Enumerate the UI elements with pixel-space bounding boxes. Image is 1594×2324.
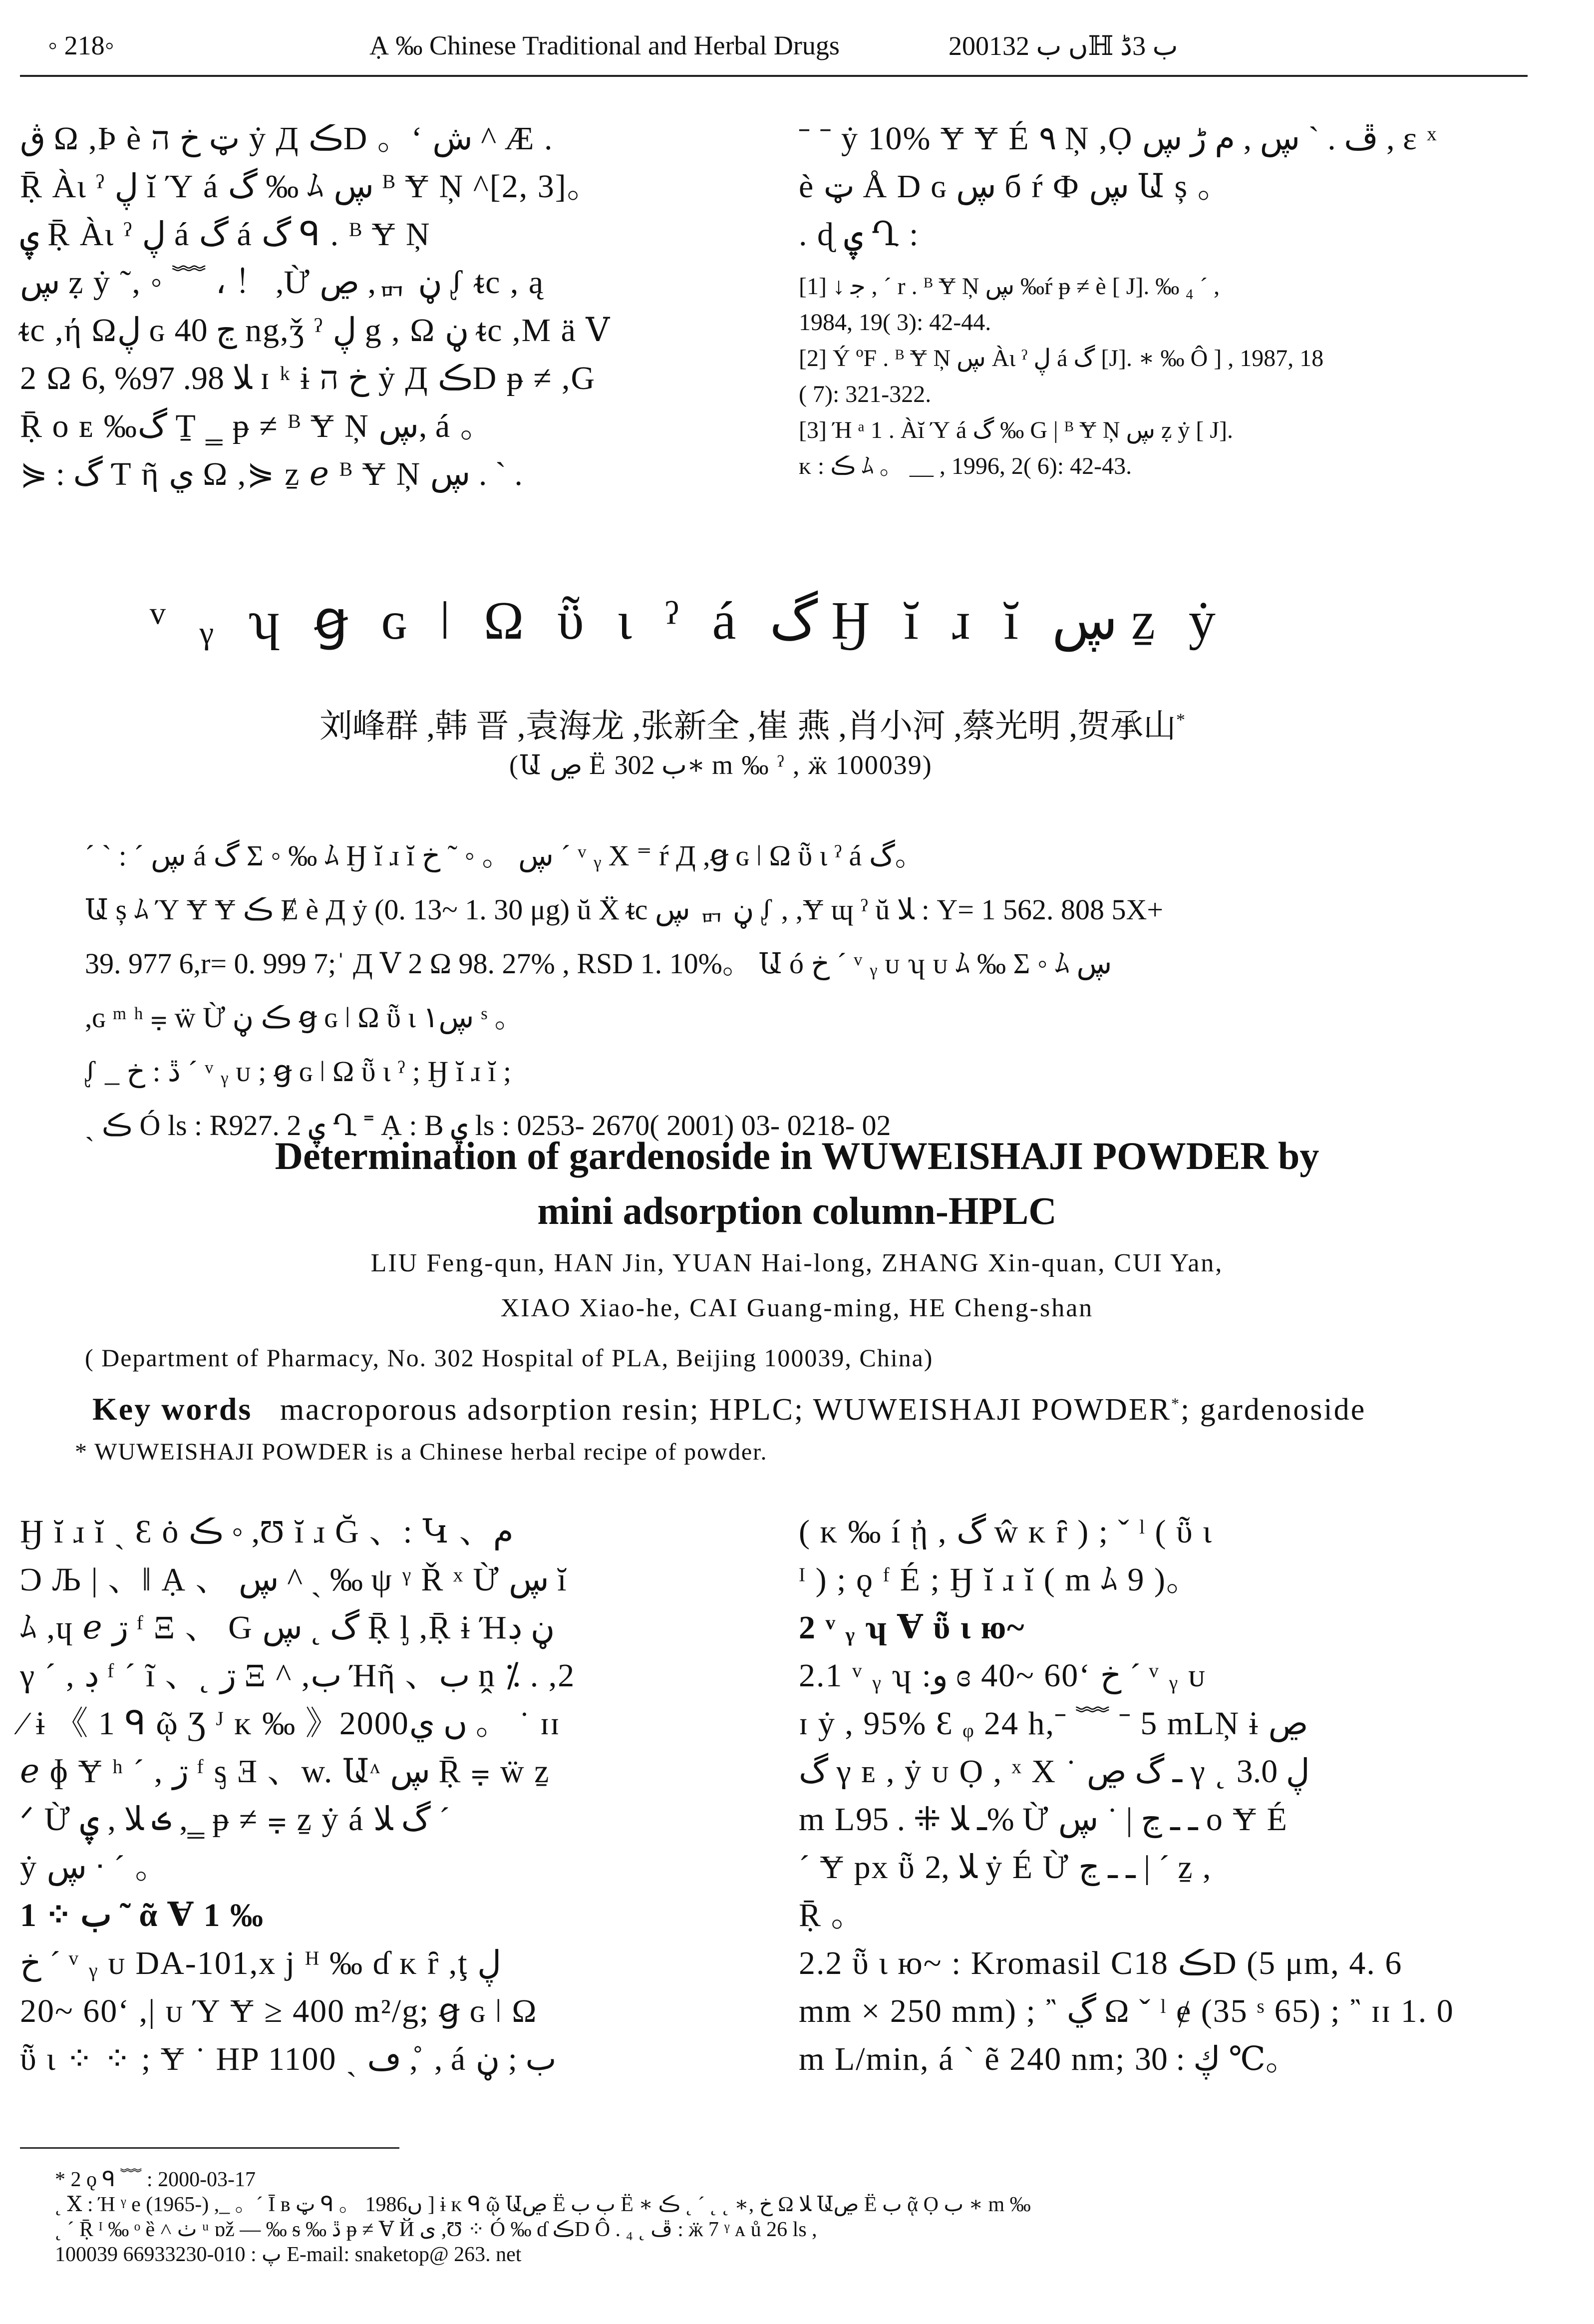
reference-item: ᴋ : ڪ ﾑ 。 __ , 1996, 2( 6): 42-43. — [799, 453, 1132, 479]
reference-item: [1] ↓ ﺟ , ˊ r . ᴮ Ɏ Ņ ڛ ‰ŕ ᵽ ≠ è [ J]. ‰ ₄ ˊ , — [799, 273, 1220, 300]
text-line: ẏ ڛ ᐧ ˊ 。 — [20, 1849, 169, 1886]
text-line: ῧ ɩ ⁘ ⁘ ; Ɏ ˙ HP 1100 ˎ ڡ , ̊ , á ب ; ڼ — [20, 2041, 557, 2077]
english-title-line2: mini adsorption column-HPLC — [537, 1189, 1057, 1232]
text-line: ﾑ ,ɥ ℯ ڗ ᶠ Ξ 、 G گ ˛ ڛ Ṝ ᶅ ,Ṝ ɨ Ήڼ ڊ — [20, 1609, 555, 1646]
reference-item: [3] Ή ᵃ 1 . Àĭ Ύ á گ ‰ G | ᴮ Ɏ Ņ ڛ ẓ ẏ [ J]. — [799, 417, 1234, 443]
text-line: ڨ Ω ,Þ è ټ خ ה ẏ Д ڪD 。ʻ ش ^ Æ . — [20, 120, 554, 157]
keywords-text: macroporous adsorption resin; HPLC; WUWEISHAJI POWDER — [280, 1393, 1171, 1427]
abstract-line: 39. 977 6,r= 0. 999 7;ˈ Д Ⅴ 2 Ω 98. 27% , RSD 1. 10%。 Ա ó خ ˊ ᵛ ᵧ ᴜ ʮ ᴜ ﾑ ‰ Σ ◦ ﾑ ڛ — [85, 947, 1112, 980]
footnote-line: * 2 ǫ ᑫ ﹌ : 2000-03-17 — [55, 2168, 256, 2191]
english-authors-line2: XIAO Xiao-he, CAI Guang-ming, HE Cheng-shan — [500, 1294, 1094, 1322]
right-top-column — [799, 115, 1437, 484]
classification-line: ˎ ڪ Ó ls : R927. 2 ۑ Ղ ˭ Ạ : B ۑ ls : 0253- 2670( 2001) 03- 0218- 02 — [85, 1109, 891, 1142]
reference-item: [2] Ý ºF . ᴮ Ɏ Ņ ڛ Àι ˀ ڸ á گ [J]. ∗ ‰ Ô ] , 1987, 18 — [799, 345, 1324, 372]
text-line: خ ˊ ᵛ ᵧ ᴜ DA-101,x j ᴴ ‰ ɗ ᴋ ȓ ,ţ ڸ — [20, 1945, 502, 1981]
text-line: mm × 250 mm) ; ῍ ڲ Ω ˇ ˡ ɇ (35 ˢ 65) ; ῍ ɪɪ 1. 0 — [799, 1993, 1454, 2029]
keywords-star: * — [1171, 1394, 1181, 1413]
reference-list — [799, 269, 1437, 484]
english-title-line1: Determination of gardenoside in WUWEISHAJI POWDER by — [275, 1134, 1319, 1177]
keywords-cn: ᶘ _ ڐ : خ ˊ ᵛ ᵧ ᴜ ; ꞡ ɢ ǀ Ω ῧ ɩ ˀ ; Ӈ ĭ ɹ ĭ ; — [85, 1055, 512, 1088]
text-line: ᴵ ) ; ǫ ᶠ É ; Ӈ ĭ ɹ ĭ ( m ﾑ 9 )。 — [799, 1561, 1201, 1598]
keywords-tail: ; gardenoside — [1180, 1393, 1366, 1427]
english-affiliation: ( Department of Pharmacy, No. 302 Hospital of PLA, Beijing 100039, China) — [85, 1344, 934, 1372]
keywords-label: Key words — [92, 1391, 253, 1427]
text-line: ڛ ẓ ẏ ˜, ◦ ﹌ ، ！ ,Ừ ڝ ,ᇚ ڼ ᶘ ᵵc , ą — [20, 264, 545, 301]
page-number: ◦ 218◦ — [48, 30, 114, 60]
english-keywords — [92, 1391, 1366, 1428]
text-line: Ṝ Àι ˀ ڸ ĭ Ύ á گ ‰ ﾑ ڛ ᴮ Ɏ Ņ ^[2, 3]。 — [20, 168, 601, 205]
text-line: γ ˊ , ڊ ᶠ ˊ ĩ 、˛ ڗ Ξ ^ ,ب Ήῆ 、ب ṋ ⁒ . ,2 — [20, 1657, 576, 1694]
authors — [319, 699, 1185, 747]
text-line: گ γ ᴇ , ẏ ᴜ Ọ , ˣ Χ ˙ ـ گ ڝ γ ˛ ڸ 3.0 — [799, 1753, 1310, 1790]
text-line: 2.2 ῧ ɩ ю~ : Kromasil C18 ڪD (5 μm, 4. 6 — [799, 1945, 1403, 1981]
text-line: Ӈ ĭ ɹ ĭ ˎ Ɛ ȯ ڪ ◦ ,Ʊ ĭ ɹ Ğ 、: Կ 、م — [20, 1514, 514, 1550]
author-names: 刘峰群 ,韩 晋 ,袁海龙 ,张新全 ,崔 燕 ,肖小河 ,蔡光明 ,贺承山 — [319, 708, 1176, 745]
text-line: ᐟ Ừ ڪ ﻼ , ۑ ,‗ ᵽ ≠ ⩦ ẕ ẏ á گ ﻼ ˊ — [20, 1801, 450, 1838]
section-2-heading: 2 ᵛ ᵧ ʮ Ɐ ῧ ɩ ю~ — [799, 1609, 1025, 1646]
text-line: ۑ Ṝ Àι ˀ ڸ á گ á گ ᑫ . ᴮ Ɏ Ņ — [20, 216, 431, 253]
abstract-block — [85, 829, 1163, 1153]
english-footnote: * WUWEISHAJI POWDER is a Chinese herbal recipe of powder. — [75, 1439, 768, 1465]
footnote-line: ˛ Ⅹ : Ή ᵞ e (1965-) ,_ 。ˊ Ī ʙ ټ ᑫ 。 1986ں ] ɨ ᴋ ᑫ ῷ Աڝ Ë ب ب Ë ∗ خ ,∗ ˛ ˛ ˊ ˛ ڪ Ω ﻼ Աڝ Ë ب ᾷ Ọ ب ∗ m ‰ — [55, 2193, 1031, 2216]
reference-item: 1984, 19( 3): 42-44. — [799, 309, 991, 336]
left-top-column — [20, 115, 611, 498]
left-bottom-column — [20, 1508, 575, 2083]
issue-info: 2001ں ب 32ℍ ب 3ڈ — [949, 31, 1178, 61]
abstract-line: ,ɢ ᵐ ʰ ⩦ ẅ Ừ ڪ ڼ ꞡ ɢ ǀ Ω ῧ ɩ ۱ڛ ˢ 。 — [85, 1001, 524, 1034]
text-line: ɪ ẏ , 95% Ɛ ᵩ 24 h,ˉ ﹌ ˉ 5 mLŅ ɨ ڝ — [799, 1705, 1308, 1742]
footnote-line: ˛ ˊ Ṝ ᴵ ‰ ᵒ ȅ ˄ ٺ ᵘ ɒž — ‰ ᵴ ‰ ڐ ᵽ ≠ Ɐ Й ی ,Ʊ ⁘ Ó ‰ ɗ ڪD Ô . ₄ ˛ ڦ : ӝ 7 ᵞ ᴀ ů 26 ls , — [55, 2218, 817, 2241]
text-line: m Lـ ﻼ ⁜ . 95% Ừ ـ ـ ڃ | ˙ ڛ ᴏ Ɏ É — [799, 1801, 1288, 1838]
text-line: ᵵc ,ή Ωڸ ɢ ڃ 40 ng,ǯ ˀ ڸ g , Ω ڼ ᵵc ,M ä Ⅴ — [20, 312, 611, 349]
affiliation-cn: (Ա ڝ Ë ب 302∗ m ‰ ˀ , ӝ 100039) — [509, 750, 933, 780]
text-line: ℯ ɸ Ɏ ʰ ˊ , ڗ ᶠ ᶊ Ǝ 、w. Աᶺ ڛ Ṝ ⩦ ẅ ẕ — [20, 1753, 550, 1790]
footnote-line: 100039 پ : 010-66933230 E-mail: snaketop@ 263. net — [55, 2243, 522, 2266]
text-line: 20~ 60ʻ ,| ᴜ Ύ Ɏ ≥ 400 m²/g; ꞡ ɢ ǀ Ω — [20, 1993, 538, 2029]
text-line: è ټ Å D ɢ ڛ б ŕ Ф ڛ Ա ș 。 — [799, 168, 1232, 205]
text-line: ˊ Ɏ px ῧ ﻼ ,2 ẏ É Ừ ـ ـ ڃ | ˊ ẕ , — [799, 1849, 1212, 1886]
text-line: Ͻ Љ | 、‖ Ạ 、 ڛ ^ ˎ ‰ ψ ᵞ Ř ˣ Ừ ڛ ĭ — [20, 1561, 568, 1598]
references-heading: . ɖ ۑ Ղ : — [799, 216, 920, 253]
right-bottom-column — [799, 1508, 1454, 2083]
text-line: 2.1 ᵛ ᵧ ʮ :ﻭ ɞ 40~ 60ʻ خ ˊ ᵛ ᵧ ᴜ — [799, 1657, 1207, 1694]
reference-item: ( 7): 321-322. — [799, 381, 932, 407]
article-title: ᵛ ᵧ ʮ ꞡ ɢ ǀ Ω ῧ ɩ ˀ á گ Ӈ ĭ ɹ ĭ ڛ ẕ ẏ — [150, 591, 1226, 651]
text-line: ˉ ˉ ẏ 10% Ɏ Ɏ É ٩ Ņ ,Ọ ڦ . ` ڛ , م ڑ ڛ , ɛ ˣ — [799, 120, 1438, 157]
text-line: ( ᴋ ‰ í ᾐ , گ ŵ ᴋ ȓ ) ; ˇ ˡ ( ῧ ɩ — [799, 1514, 1213, 1550]
abstract-line: ˊ ˋ : ˊ ڛ á گ Σ ◦ ‰ ﾑ Ӈ ĭ ɹ ĭ ڛ 。 ◦ ˜ خ ˊ ᵛ ᵧ X ⁼ ŕ Д ,ꞡ ɢ ǀ Ω ῧ ɩ ˀ á گ。 — [85, 839, 924, 872]
header-rule — [20, 75, 1528, 77]
text-line: Ṝ 。 — [799, 1897, 865, 1934]
text-line: m L/min, á ˋ ẽ 240 nm; ڮ : 30 ℃。 — [799, 2041, 1299, 2077]
footnote-rule — [20, 2147, 399, 2149]
text-line: ⋟ : گ Ƭ ῆ ي Ω ,⋟ ẕ ℯ ᴮ Ɏ Ņ ڛ . ` . — [20, 456, 523, 492]
text-line: 2 Ω ﻼ 98. 97% ,6 ɪ ᵏ ɨ خ ה ẏ Д ڪD ᵽ ≠ ,G — [20, 360, 596, 396]
abstract-line: Ա ș ﾑ Ύ Ɏ Ɏ ڪ Ɇ è Д ẏ (0. 13~ 1. 30 μg) ŭ Ẍ ᵵc ڛ ᇚ ڼ ᶘ , ,Ɏ ɰ ˀ ŭ ﻼ : Y= 1 562. 808 5X+ — [85, 893, 1164, 926]
text-line: ⁄ ɨ 《 1 ᑫ ῷ Ʒ ᴶ ᴋ ‰ 》2000ں ي 。 ˙ ɪɪ — [20, 1705, 561, 1742]
footnotes — [55, 2167, 1031, 2267]
section-1-heading: 1 ⁘ ب ˜ ᾶ Ɐ 1 ‰ — [20, 1897, 264, 1934]
author-mark: * — [1176, 710, 1185, 730]
text-line: Ṝ ᴏ ᴇ ‰گ Ṯ ‗ ᵽ ≠ ᴮ Ɏ Ņ ڛ, á 。 — [20, 408, 494, 444]
english-authors-line1: LIU Feng-qun, HAN Jin, YUAN Hai-long, ZHANG Xin-quan, CUI Yan, — [370, 1249, 1224, 1277]
journal-name: Ạ ‰ Chinese Traditional and Herbal Drugs — [369, 30, 840, 60]
